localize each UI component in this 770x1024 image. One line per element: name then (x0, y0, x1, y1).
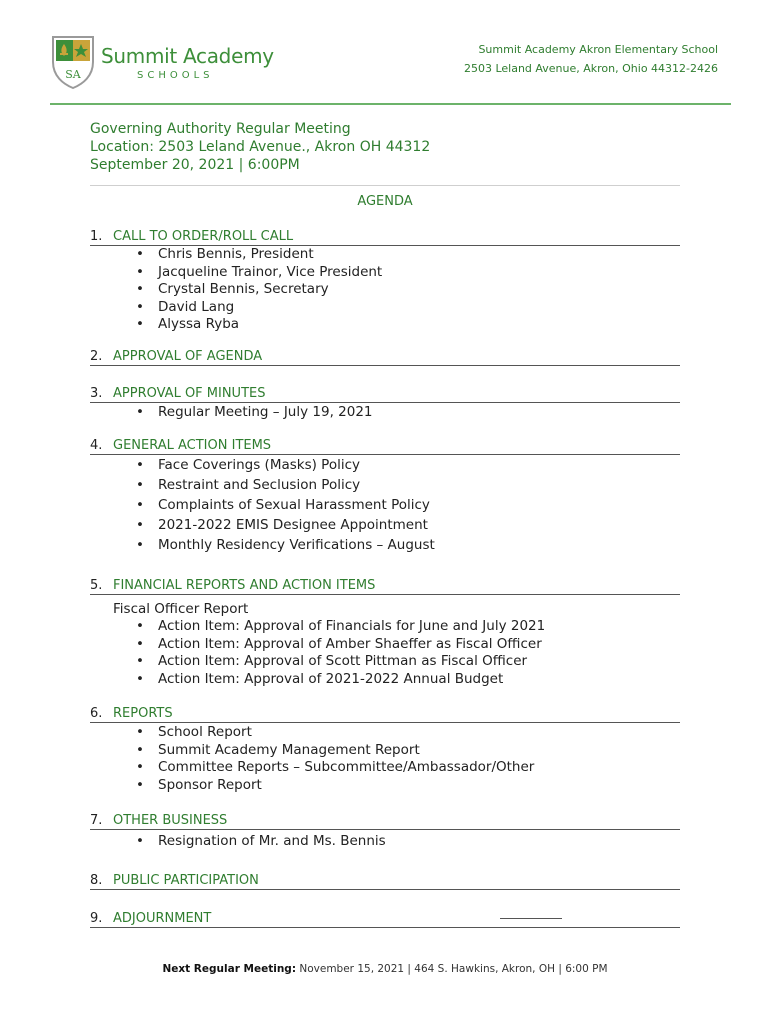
section-number: 9. (90, 911, 103, 926)
section-heading (90, 386, 680, 403)
agenda-section-1 (90, 229, 680, 334)
brand-name: Summit Academy (101, 44, 274, 68)
section-heading (90, 873, 680, 890)
section-number: 8. (90, 873, 103, 888)
list-item: • Jacqueline Trainor, Vice President (136, 263, 383, 280)
agenda-section-2 (90, 349, 680, 366)
section-number: 1. (90, 229, 103, 244)
section-heading (90, 438, 680, 455)
section-heading (90, 813, 680, 830)
section-number: 2. (90, 349, 103, 364)
meta-divider (90, 185, 680, 186)
section-title: FINANCIAL REPORTS AND ACTION ITEMS (113, 578, 376, 593)
section-number: 5. (90, 578, 103, 593)
section-title: CALL TO ORDER/ROLL CALL (113, 229, 294, 244)
list-item: • Action Item: Approval of Financials for June and July 2021 (136, 618, 546, 634)
agenda-section-6 (90, 706, 680, 794)
meeting-title: Governing Authority Regular Meeting (90, 121, 351, 137)
section-number: 3. (90, 386, 103, 401)
list-item: • David Lang (136, 298, 235, 315)
underline-mark (500, 918, 562, 919)
list-item: • Alyssa Ryba (136, 316, 240, 332)
section-heading (90, 349, 680, 366)
section-title: APPROVAL OF MINUTES (113, 386, 266, 401)
section-heading (90, 229, 680, 246)
header-divider (50, 103, 731, 105)
section-title: PUBLIC PARTICIPATION (113, 873, 259, 888)
list-item: • Resignation of Mr. and Ms. Bennis (136, 833, 386, 849)
list-item: • 2021-2022 EMIS Designee Appointment (136, 517, 428, 533)
meeting-info (90, 120, 430, 174)
section-title: OTHER BUSINESS (113, 813, 228, 828)
section-number: 6. (90, 706, 103, 721)
agenda-title: AGENDA (357, 194, 413, 209)
list-item: • Face Coverings (Masks) Policy (136, 457, 361, 473)
agenda-section-5 (90, 578, 680, 688)
list-item: • Action Item: Approval of Scott Pittman as Fiscal Officer (136, 653, 528, 669)
fiscal-officer-report-label: Fiscal Officer Report (113, 601, 249, 617)
agenda-section-7 (90, 813, 680, 850)
list-item: • Action Item: Approval of 2021-2022 Annual Budget (136, 670, 504, 687)
section-heading (90, 706, 680, 723)
section-title: REPORTS (113, 706, 173, 721)
meeting-datetime: September 20, 2021 | 6:00PM (90, 157, 300, 173)
agenda-section-9 (90, 911, 680, 928)
list-item: • School Report (136, 724, 252, 740)
brand-subtitle: SCHOOLS (137, 70, 214, 81)
list-item: • Crystal Bennis, Secretary (136, 281, 329, 297)
logo-initials: SA (65, 68, 81, 81)
school-address: 2503 Leland Avenue, Akron, Ohio 44312-2426 (463, 62, 718, 75)
meeting-location: Location: 2503 Leland Avenue., Akron OH 44312 (90, 139, 431, 155)
section-title: GENERAL ACTION ITEMS (113, 438, 272, 453)
page-footer (0, 963, 770, 975)
agenda-section-8 (90, 873, 680, 890)
list-item: • Complaints of Sexual Harassment Policy (136, 497, 430, 513)
section-number: 7. (90, 813, 103, 828)
page-header (0, 0, 770, 106)
footer-label: Next Regular Meeting: (162, 963, 297, 975)
section-number: 4. (90, 438, 103, 453)
list-item: • Chris Bennis, President (136, 246, 314, 262)
section-heading (90, 578, 680, 595)
list-item: • Restraint and Seclusion Policy (136, 477, 361, 493)
list-item: • Action Item: Approval of Amber Shaeffer as Fiscal Officer (136, 635, 542, 652)
section-title: ADJOURNMENT (113, 911, 212, 926)
list-item: • Monthly Residency Verifications – August (136, 537, 435, 553)
school-crest-logo (50, 34, 96, 90)
school-name: Summit Academy Akron Elementary School (478, 43, 718, 56)
list-item: • Committee Reports – Subcommittee/Ambassador/Other (136, 759, 535, 775)
agenda-section-3 (90, 386, 680, 421)
list-item: • Sponsor Report (136, 776, 262, 793)
section-title: APPROVAL OF AGENDA (113, 349, 263, 364)
list-item: • Summit Academy Management Report (136, 741, 420, 758)
agenda-section-4 (90, 438, 680, 555)
list-item: • Regular Meeting – July 19, 2021 (136, 404, 373, 420)
footer-text: November 15, 2021 | 464 S. Hawkins, Akron, OH | 6:00 PM (299, 963, 608, 975)
section-heading (90, 911, 680, 928)
